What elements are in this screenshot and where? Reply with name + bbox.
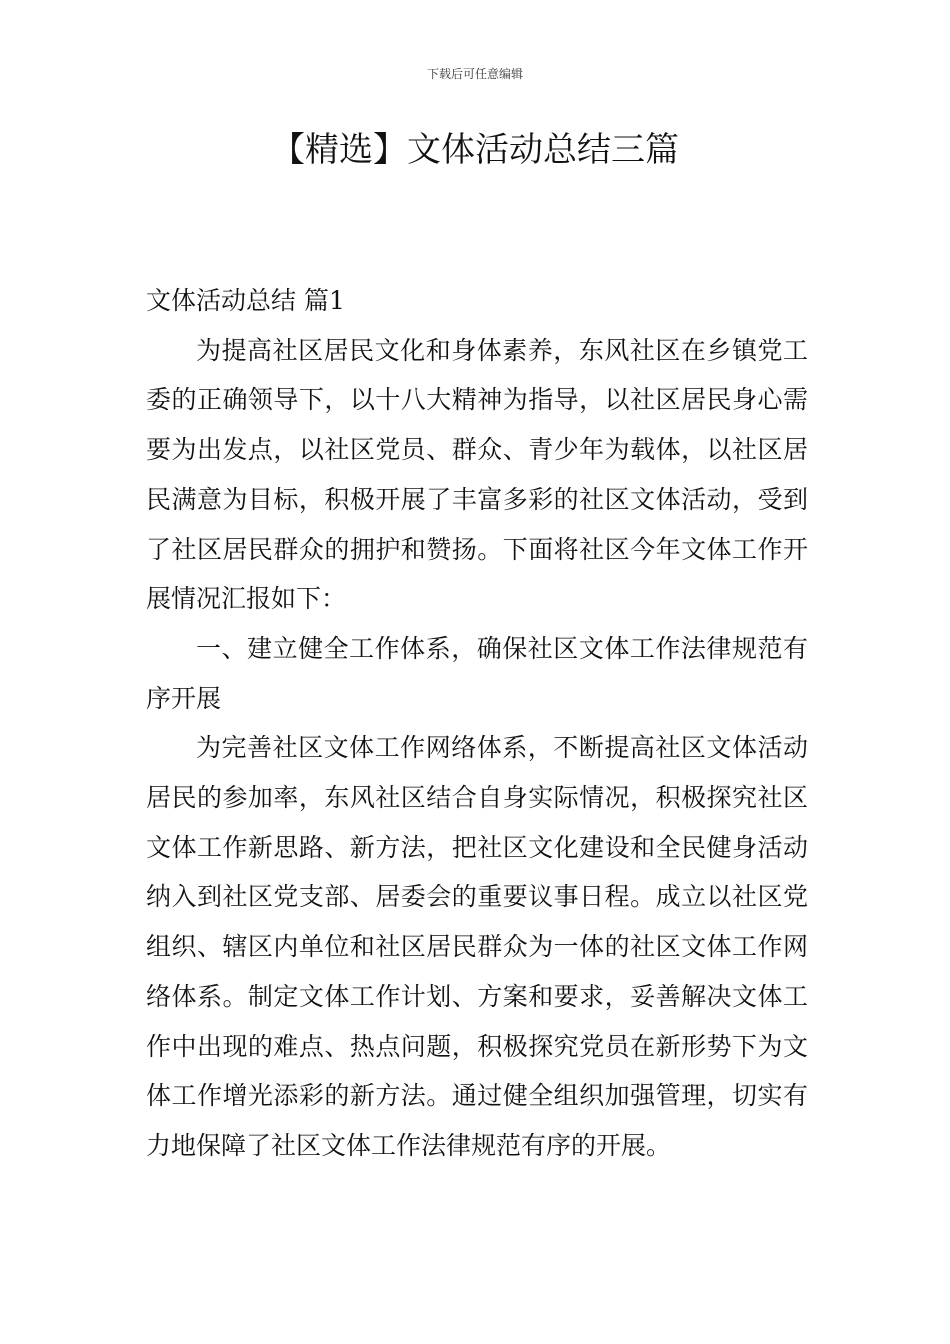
document-title: 【精选】文体活动总结三篇 xyxy=(271,130,679,170)
paragraph-system: 为完善社区文体工作网络体系，不断提高社区文体活动居民的参加率，东风社区结合自身实际情况，积极探究社区文体工作新思路、新方法，把社区文化建设和全民健身活动纳入到社区党支部、居委会的重要议事日程。成立以社区党组织、辖区内单位和社区居民群众为一体的社区文体工作网络体系。制定文体工作计划、方案和要求，妥善解决文体工作中出现的难点、热点问题，积极探究党员在新形势下为文体工作增光添彩的新方法。通过健全组织加强管理，切实有力地保障了社区文体工作法律规范有序的开展。 xyxy=(146,733,808,1160)
section-heading: 文体活动总结 篇1 xyxy=(146,286,345,315)
header-note: 下载后可任意编辑 xyxy=(426,67,523,81)
paragraph-subheading-1: 一、建立健全工作体系，确保社区文体工作法律规范有序开展 xyxy=(146,633,808,713)
paragraph-intro: 为提高社区居民文化和身体素养，东风社区在乡镇党工委的正确领导下，以十八大精神为指导，以社区居民身心需要为出发点，以社区党员、群众、青少年为载体，以社区居民满意为目标，积极开展了丰富多彩的社区文体活动，受到了社区居民群众的拥护和赞扬。下面将社区今年文体工作开展情况汇报如下： xyxy=(146,335,808,614)
document-body xyxy=(146,276,808,1171)
